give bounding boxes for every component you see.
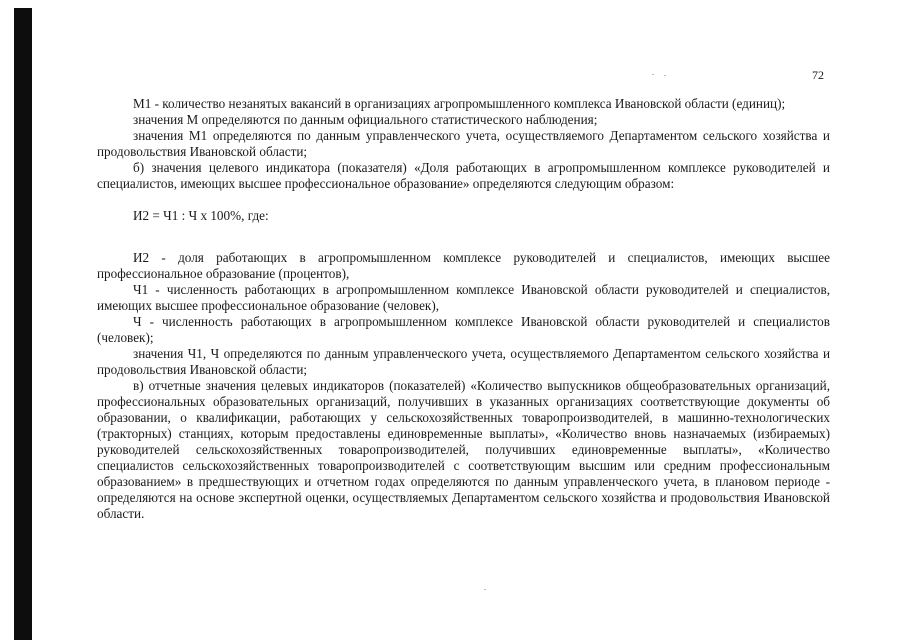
paragraph-ch-source: значения Ч1, Ч определяются по данным управленческого учета, осуществляемого Департаментом сельского хозяйства и продовольствия Ивановской области;: [97, 346, 830, 377]
scan-speck: [664, 75, 666, 76]
scan-edge-shadow: [14, 8, 32, 640]
paragraph-i2-definition: И2 - доля работающих в агропромышленном комплексе руководителей и специалистов, имеющих высшее профессиональное образование (процентов),: [97, 250, 830, 281]
scan-speck: [652, 74, 654, 75]
paragraph-indicator-b: б) значения целевого индикатора (показателя) «Доля работающих в агропромышленном комплексе руководителей и специалистов, имеющих высшее профессиональное образование» определяются следующим образом:: [97, 160, 830, 191]
formula-i2: И2 = Ч1 : Ч х 100%, где:: [133, 208, 269, 223]
paragraph-ch-definition: Ч - численность работающих в агропромышленном комплексе Ивановской области руководителей и специалистов (человек);: [97, 314, 830, 345]
paragraph-indicators-v: в) отчетные значения целевых индикаторов (показателей) «Количество выпускников общеобразовательных организаций, профессиональных образовательных организаций, получивших в указанных организациях соответствующие документы об образовании, о квалификации, работающих у сельскохозяйственных товаропроизводителей, в машинно-технологических (тракторных) станциях, которым предоставлены единовременные выплаты», «Количество вновь назначаемых (избираемых) руководителей сельскохозяйственных товаропроизводителей, получивших единовременные выплаты», «Количество специалистов сельскохозяйственных товаропроизводителей с соответствующим высшим или средним профессиональным образованием» в предшествующих и отчетном годах определяются по данным управленческого учета, в плановом периоде - определяются на основе экспертной оценки, осуществляемых Департаментом сельского хозяйства и продовольствия Ивановской области.: [97, 378, 830, 521]
paragraph-m1-source: значения М1 определяются по данным управленческого учета, осуществляемого Департаментом сельского хозяйства и продовольствия Ивановской области;: [97, 128, 830, 159]
spacer: [97, 192, 830, 208]
page-number: 72: [812, 68, 824, 82]
paragraph-m-source: значения М определяются по данным официального статистического наблюдения;: [133, 112, 598, 127]
spacer: [97, 224, 830, 250]
paragraph-m1-definition: М1 - количество незанятых вакансий в организациях агропромышленного комплекса Ивановской области (единиц);: [133, 96, 786, 111]
scan-speck: [484, 589, 486, 590]
document-body: [97, 96, 830, 522]
paragraph-ch1-definition: Ч1 - численность работающих в агропромышленном комплексе Ивановской области руководителей и специалистов, имеющих высшее профессиональное образование (человек),: [97, 282, 830, 313]
